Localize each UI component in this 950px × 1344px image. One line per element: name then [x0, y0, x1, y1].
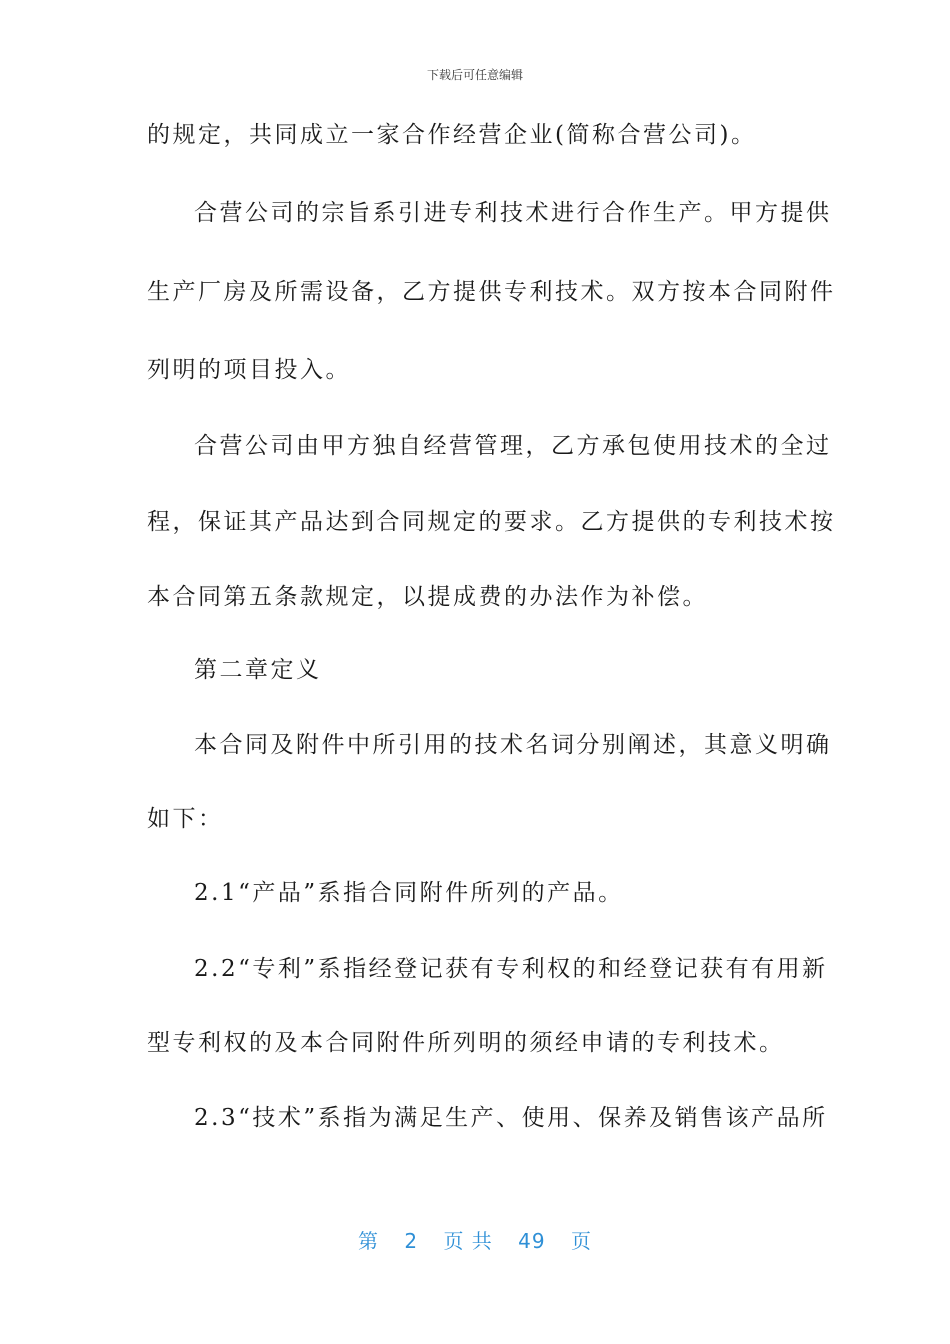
footer-prefix: 第 [358, 1229, 379, 1253]
body-line: 型专利权的及本合同附件所列明的须经申请的专利技术。 [147, 1030, 785, 1056]
body-line: 如下： [147, 806, 224, 832]
page-footer [0, 1225, 950, 1254]
footer-middle: 页 共 [443, 1229, 493, 1253]
body-line: 本合同及附件中所引用的技术名词分别阐述，其意义明确 [194, 732, 832, 758]
footer-suffix: 页 [570, 1229, 592, 1253]
body-line: 合营公司的宗旨系引进专利技术进行合作生产。甲方提供 [194, 200, 832, 226]
body-line: 列明的项目投入。 [147, 357, 351, 383]
current-page-number: 2 [404, 1229, 419, 1253]
total-pages-number: 49 [518, 1229, 546, 1253]
body-line: 2.2“专利”系指经登记获有专利权的和经登记获有有用新 [194, 956, 828, 982]
body-line: 合营公司由甲方独自经营管理，乙方承包使用技术的全过 [194, 433, 832, 459]
section-heading: 第二章定义 [194, 657, 322, 683]
body-line: 2.1“产品”系指合同附件所列的产品。 [194, 880, 624, 906]
page-header: 下载后可任意编辑 [426, 68, 523, 82]
body-line: 本合同第五条款规定，以提成费的办法作为补偿。 [147, 584, 708, 610]
body-line: 的规定，共同成立一家合作经营企业(简称合营公司)。 [147, 122, 757, 148]
body-line: 生产厂房及所需设备，乙方提供专利技术。双方按本合同附件 [147, 279, 836, 305]
body-line: 程，保证其产品达到合同规定的要求。乙方提供的专利技术按 [147, 509, 836, 535]
body-line: 2.3“技术”系指为满足生产、使用、保养及销售该产品所 [194, 1105, 828, 1131]
